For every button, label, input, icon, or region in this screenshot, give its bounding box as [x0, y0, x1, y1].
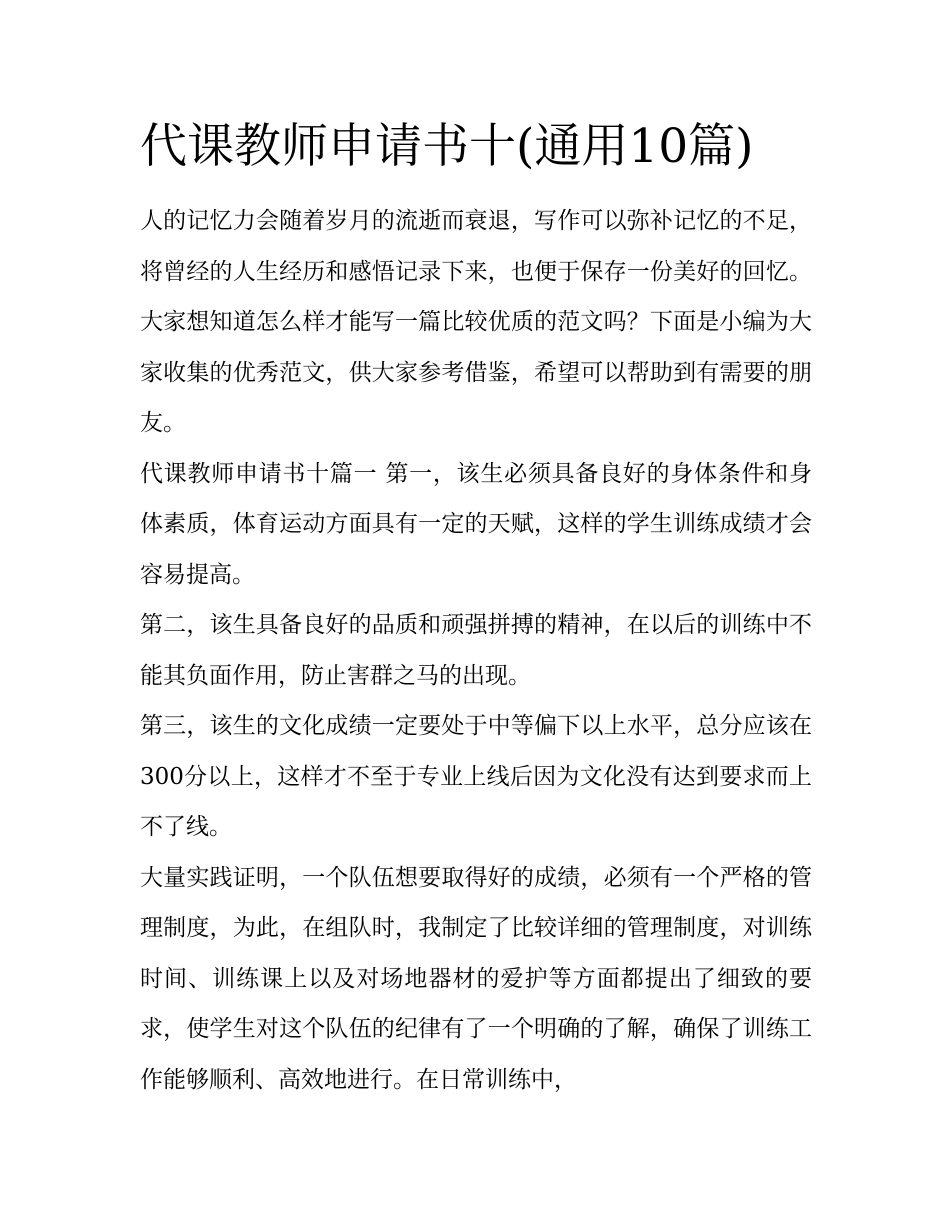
intro-paragraph: 人的记忆力会随着岁月的流逝而衰退，写作可以弥补记忆的不足，将曾经的人生经历和感悟记录下来，也便于保存一份美好的回忆。大家想知道怎么样才能写一篇比较优质的范文吗？下面是小编为大家收集的优秀范文，供大家参考借鉴，希望可以帮助到有需要的朋友。	[140, 208, 812, 436]
paragraph-section-one: 代课教师申请书十篇一 第一，该生必须具备良好的身体条件和身体素质，体育运动方面具有一定的天赋，这样的学生训练成绩才会容易提高。	[140, 460, 812, 588]
document-body	[140, 196, 812, 1105]
paragraph-management: 大量实践证明，一个队伍想要取得好的成绩，必须有一个严格的管理制度，为此，在组队时，我制定了比较详细的管理制度，对训练时间、训练课上以及对场地器材的爱护等方面都提出了细致的要求，使学生对这个队伍的纪律有了一个明确的了解，确保了训练工作能够顺利、高效地进行。在日常训练中，	[140, 864, 812, 1093]
paragraph-point-two: 第二，该生具备良好的品质和顽强拼搏的精神，在以后的训练中不能其负面作用，防止害群之马的出现。	[140, 612, 812, 689]
paragraph-point-three: 第三，该生的文化成绩一定要处于中等偏下以上水平，总分应该在300分以上，这样才不至于专业上线后因为文化没有达到要求而上不了线。	[140, 713, 812, 840]
document-title: 代课教师申请书十(通用10篇)	[140, 119, 754, 174]
